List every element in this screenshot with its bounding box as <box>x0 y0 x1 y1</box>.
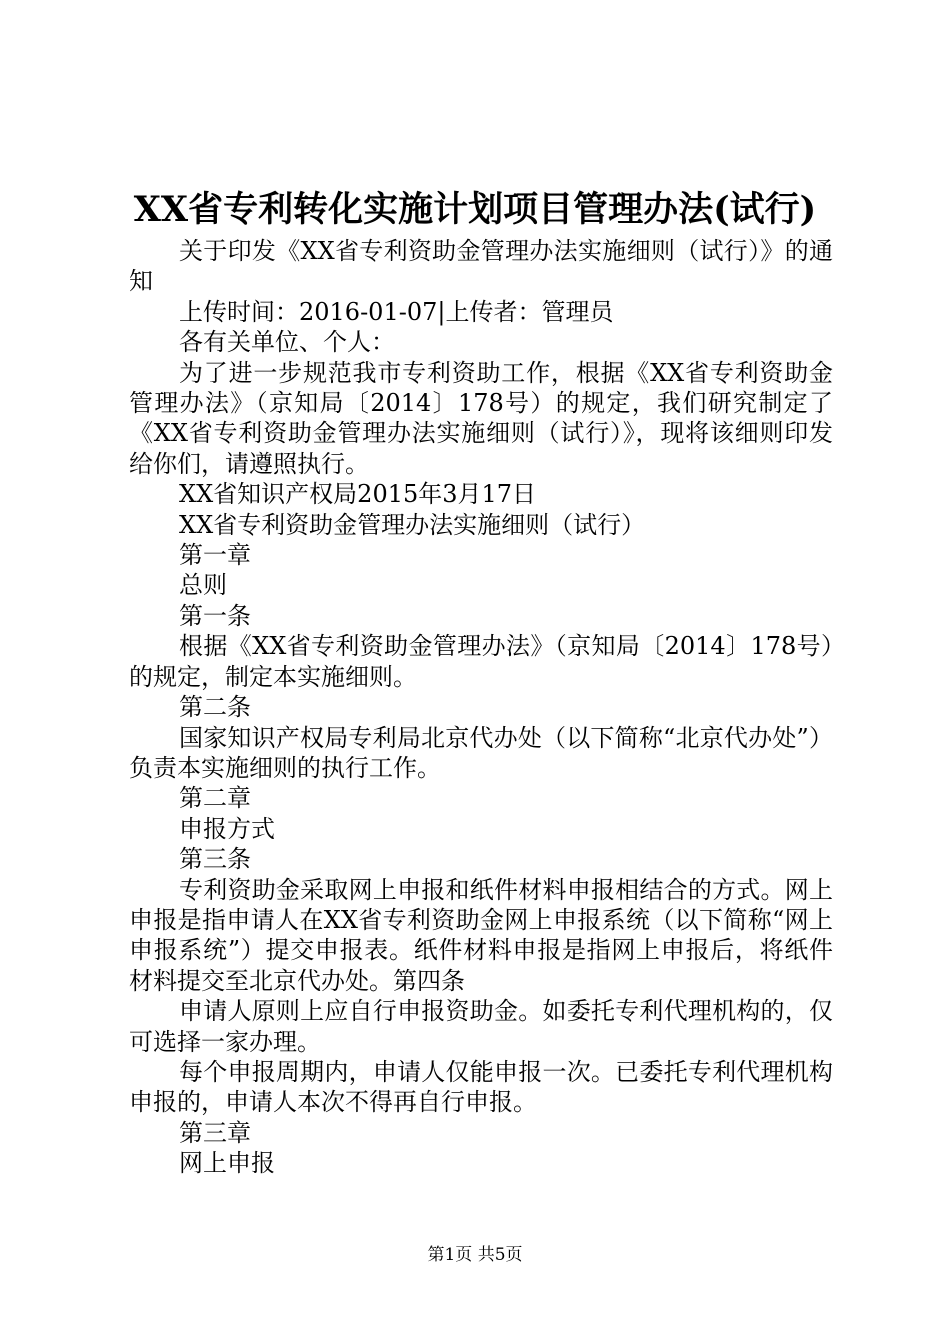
article-text: 根据《XX省专利资助金管理办法》（京知局〔2014〕178号）的规定，制定本实施细则。 <box>129 632 833 691</box>
article-text: 每个申报周期内，申请人仅能申报一次。已委托专利代理机构申报的，申请人本次不得再自行申报。 <box>129 1057 833 1117</box>
intro-paragraph: 为了进一步规范我市专利资助工作，根据《XX省专利资助金管理办法》（京知局〔2014〕178号）的规定，我们研究制定了《XX省专利资助金管理办法实施细则（试行）》，现将该细则印发给你们，请遵照执行。 <box>129 358 833 478</box>
document-title: XX省专利转化实施计划项目管理办法(试行) <box>133 189 817 230</box>
chapter-heading: 第一章 <box>179 541 251 570</box>
salutation: 各有关单位、个人： <box>179 328 395 357</box>
chapter-title: 网上申报 <box>179 1149 275 1178</box>
document-body <box>129 236 833 1179</box>
chapter-heading: 第三章 <box>179 1118 251 1147</box>
notice-heading: 关于印发《XX省专利资助金管理办法实施细则（试行）》的通知 <box>129 237 833 296</box>
issuer-date: XX省知识产权局2015年3月17日 <box>179 480 537 509</box>
chapter-heading: 第二章 <box>179 784 251 813</box>
article-heading: 第二条 <box>179 693 251 722</box>
article-heading: 第三条 <box>179 845 251 874</box>
article-text: 专利资助金采取网上申报和纸件材料申报相结合的方式。网上申报是指申请人在XX省专利资助金网上申报系统（以下简称“网上申报系统”）提交申报表。纸件材料申报是指网上申报后，将纸件材料提交至北京代办处。第四条 <box>129 875 833 995</box>
article-heading: 第一条 <box>179 601 251 630</box>
chapter-title: 总则 <box>179 571 227 600</box>
rules-title: XX省专利资助金管理办法实施细则（试行） <box>179 510 646 539</box>
chapter-title: 申报方式 <box>179 814 275 843</box>
article-text: 申请人原则上应自行申报资助金。如委托专利代理机构的，仅可选择一家办理。 <box>129 997 833 1056</box>
upload-info: 上传时间：2016-01-07|上传者：管理员 <box>179 297 614 326</box>
article-text: 国家知识产权局专利局北京代办处（以下简称“北京代办处”）负责本实施细则的执行工作。 <box>129 723 833 782</box>
page-number: 第1页 共5页 <box>427 1245 523 1265</box>
